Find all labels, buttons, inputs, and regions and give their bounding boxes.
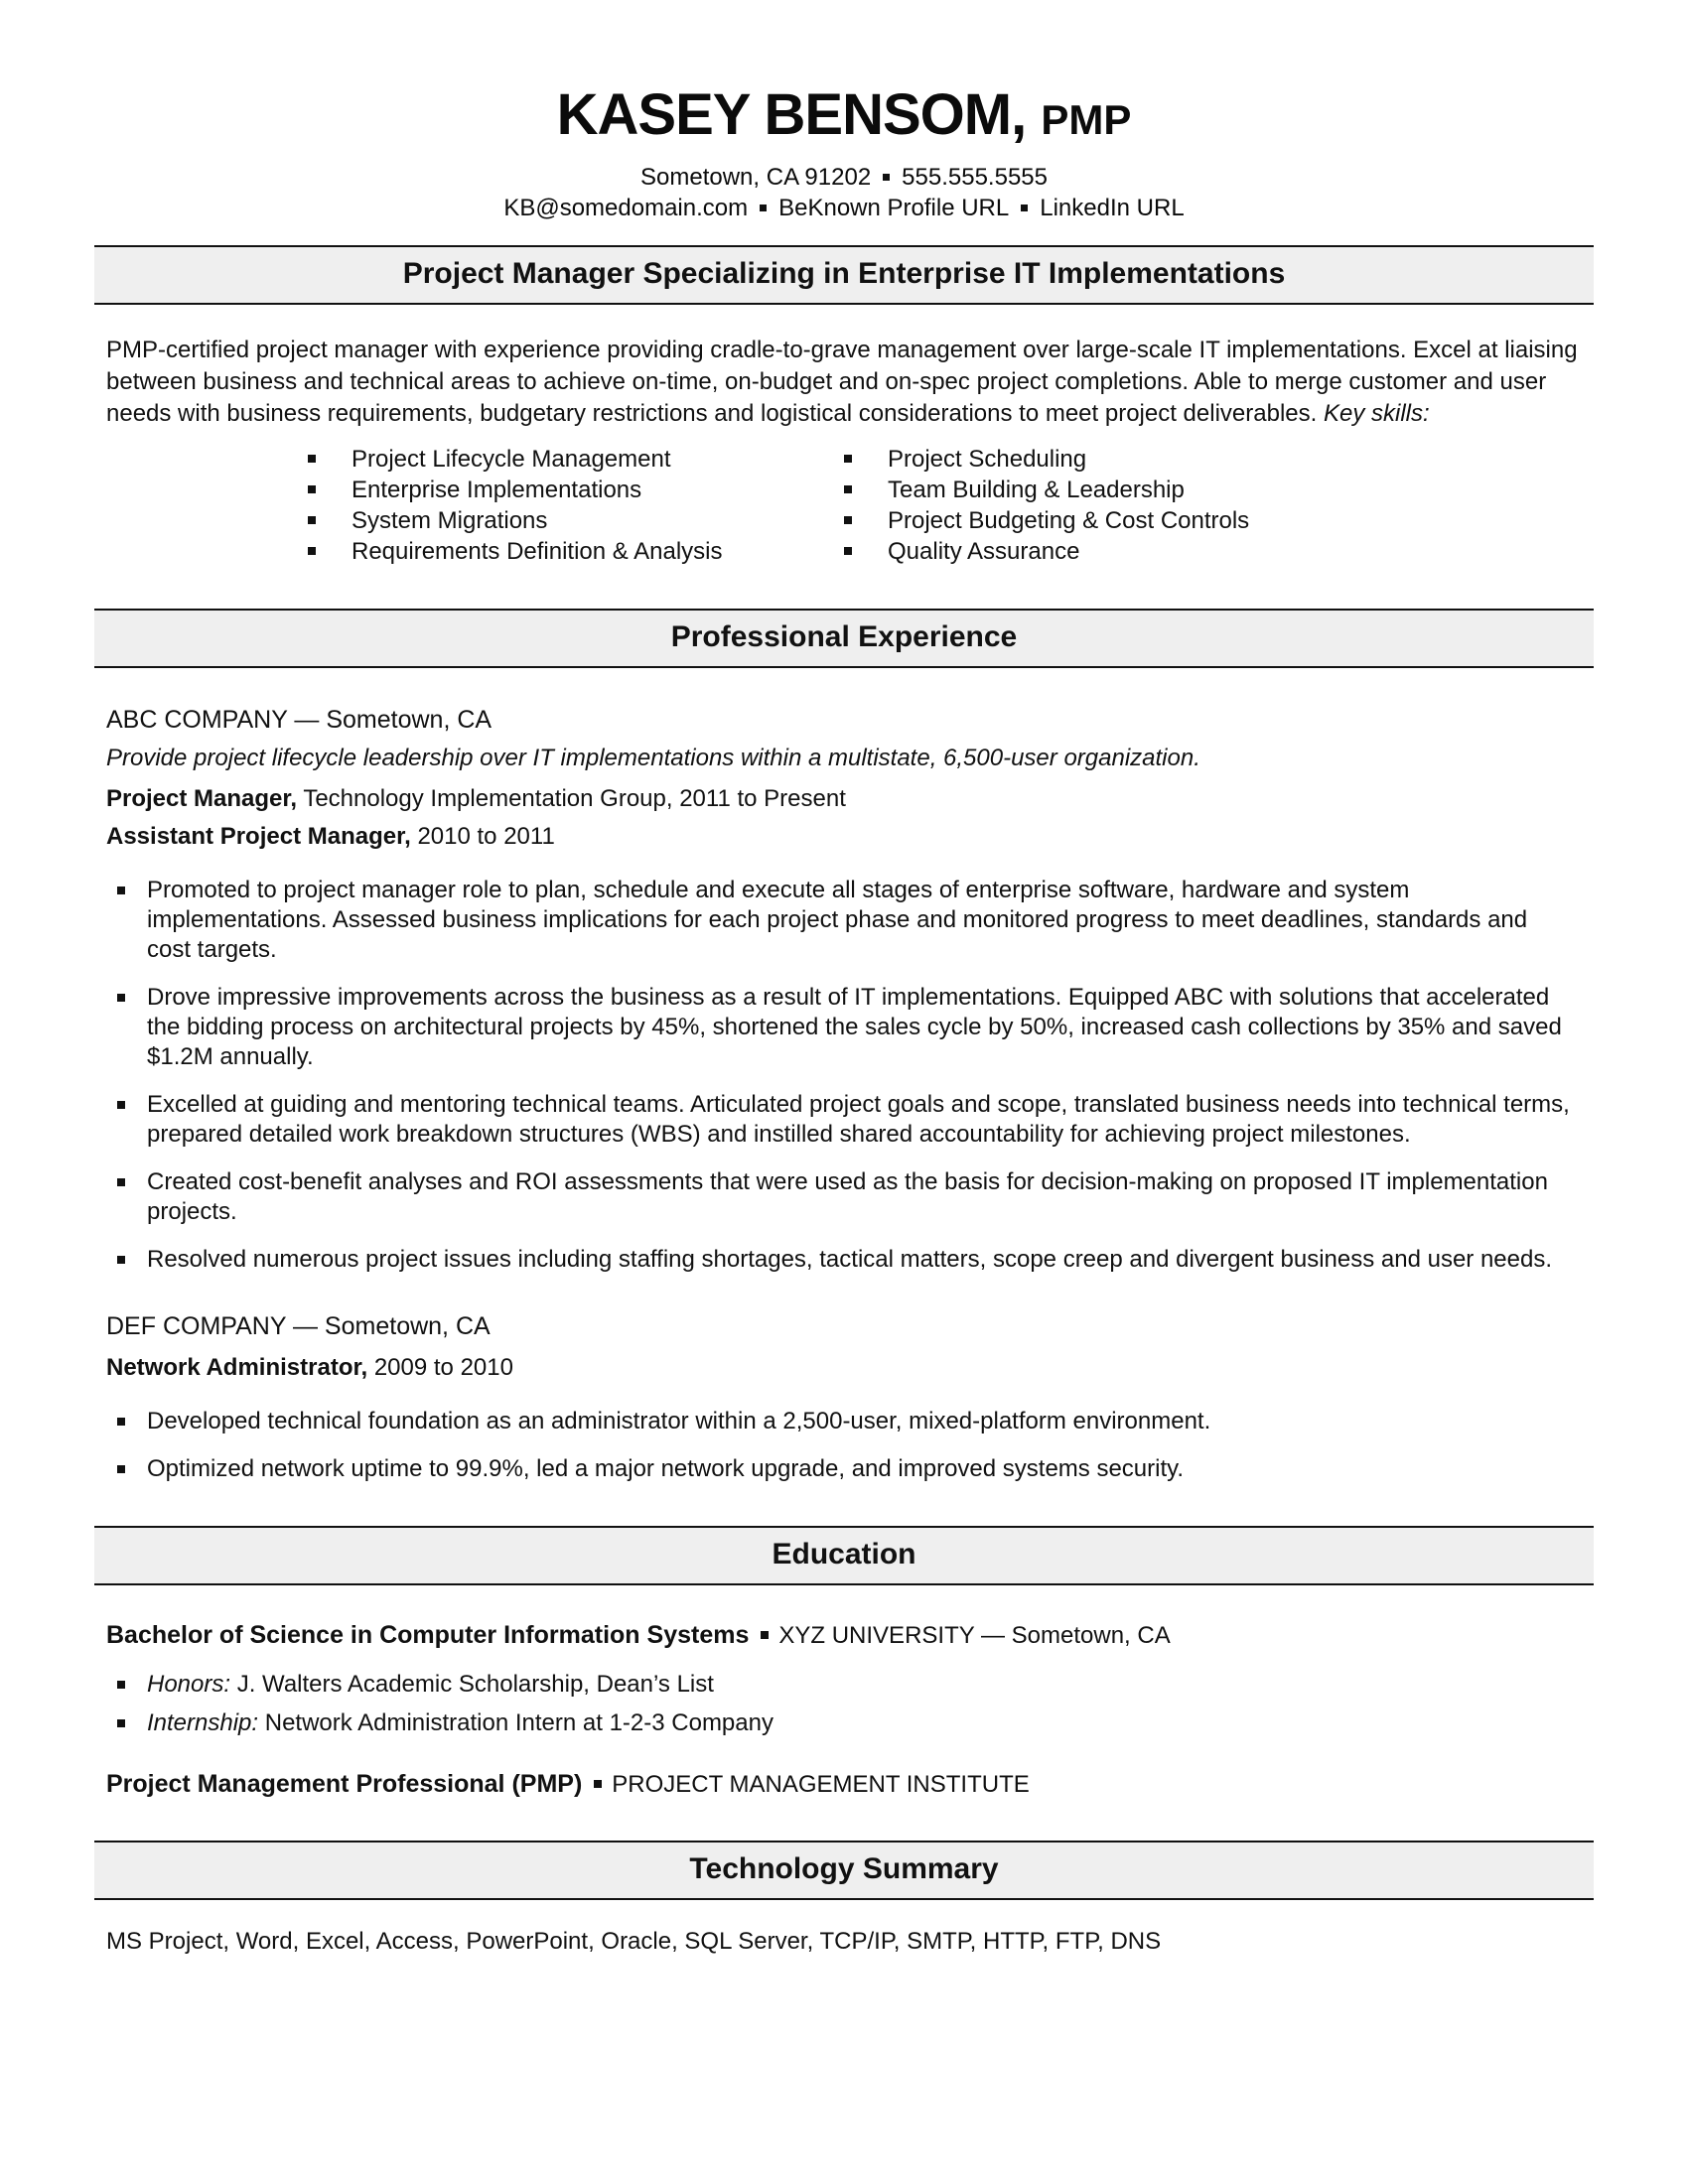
candidate-name-text: KASEY BENSOM,	[556, 82, 1027, 147]
skill-item	[308, 505, 844, 536]
bullet-item	[106, 1167, 1582, 1227]
experience-bullet-list	[106, 1407, 1582, 1484]
section-header-education	[94, 1526, 1594, 1585]
role-line	[106, 785, 1582, 813]
skill-item	[844, 475, 1249, 505]
contact-phone: 555.555.5555	[902, 163, 1048, 191]
bullet-separator-icon	[1021, 205, 1028, 211]
skill-item	[308, 444, 844, 475]
skills-column-right	[844, 444, 1249, 567]
role-detail: 2009 to 2010	[367, 1353, 513, 1381]
role-title: Project Manager,	[106, 784, 298, 812]
section-title: Technology Summary	[689, 1851, 999, 1885]
section-header-technology	[94, 1841, 1594, 1900]
bullet-item	[106, 1407, 1582, 1436]
education-bullet-list	[106, 1670, 1582, 1738]
skill-item	[308, 536, 844, 567]
role-title: Network Administrator,	[106, 1353, 368, 1381]
section-header-experience	[94, 609, 1594, 668]
certification-org: PROJECT MANAGEMENT INSTITUTE	[612, 1770, 1030, 1798]
bullet-item	[106, 1245, 1582, 1275]
role-detail: Technology Implementation Group, 2011 to Present	[297, 784, 846, 812]
company-tagline: Provide project lifecycle leadership over IT implementations within a multistate, 6,500-user organization.	[106, 744, 1200, 771]
degree-title: Bachelor of Science in Computer Information Systems	[106, 1620, 750, 1649]
bullet-text: Resolved numerous project issues including staffing shortages, tactical matters, scope creep and divergent business and user needs.	[147, 1245, 1553, 1273]
skill-item	[844, 505, 1249, 536]
skills-column-left	[308, 444, 844, 567]
bullet-text: Network Administration Intern at 1-2-3 Company	[258, 1708, 774, 1736]
education-block	[106, 1621, 1582, 1799]
company-line: DEF COMPANY — Sometown, CA	[106, 1311, 491, 1340]
contact-city: Sometown, CA 91202	[640, 163, 872, 191]
technology-list: MS Project, Word, Excel, Access, PowerPoint, Oracle, SQL Server, TCP/IP, SMTP, HTTP, FTP, DNS	[106, 1927, 1162, 1955]
skill-label: Requirements Definition & Analysis	[352, 537, 723, 565]
bullet-separator-icon	[883, 174, 890, 181]
skill-label: Project Budgeting & Cost Controls	[888, 506, 1250, 534]
skill-label: System Migrations	[352, 506, 548, 534]
certification-line	[106, 1770, 1582, 1799]
skill-label: Project Lifecycle Management	[352, 445, 671, 473]
experience-def-company	[106, 1312, 1582, 1484]
candidate-credential: PMP	[1041, 96, 1132, 143]
section-title: Professional Experience	[670, 619, 1018, 653]
contact-line-1	[94, 162, 1594, 193]
contact-line-2	[94, 193, 1594, 223]
company-line: ABC COMPANY — Sometown, CA	[106, 705, 492, 734]
degree-line	[106, 1621, 1582, 1650]
bullet-text: Created cost-benefit analyses and ROI assessments that were used as the basis for decision-making on proposed IT implementation projects.	[147, 1167, 1548, 1225]
bullet-text: Optimized network uptime to 99.9%, led a major network upgrade, and improved systems security.	[147, 1454, 1185, 1482]
contact-linkedin: LinkedIn URL	[1040, 194, 1185, 221]
bullet-item	[106, 1708, 1582, 1738]
summary-text: PMP-certified project manager with experience providing cradle-to-grave management over large-scale IT implementations. Excel at liaising between business and technical areas to achieve on-time, on-budget and on-spec project completions. Able to merge customer and user needs with business requirements, budgetary restrictions and logistical considerations to meet project deliverables.	[106, 336, 1578, 427]
section-title: Education	[772, 1537, 916, 1570]
certification-title: Project Management Professional (PMP)	[106, 1769, 583, 1798]
bullet-text: Excelled at guiding and mentoring technical teams. Articulated project goals and scope, translated business needs into technical terms, prepared detailed work breakdown structures (WBS) and instilled shared accountability for achieving project milestones.	[147, 1090, 1570, 1148]
candidate-name	[94, 82, 1594, 147]
key-skills-label: Key skills:	[1323, 399, 1430, 427]
bullet-text: J. Walters Academic Scholarship, Dean’s List	[230, 1670, 714, 1698]
bullet-lead: Honors:	[147, 1670, 231, 1698]
skill-label: Team Building & Leadership	[888, 476, 1185, 503]
bullet-text: Drove impressive improvements across the business as a result of IT implementations. Equipped ABC with solutions that accelerated the bidding process on architectural projects by 45%, shortened the sales cycle by 50%, increased cash collections by 35% and saved $1.2M annually.	[147, 983, 1562, 1070]
bullet-separator-icon	[594, 1780, 602, 1788]
bullet-text: Promoted to project manager role to plan, schedule and execute all stages of enterprise software, hardware and system implementations. Assessed business implications for each project phase and monitored progress to meet deadlines, standards and cost targets.	[147, 876, 1528, 963]
contact-email: KB@somedomain.com	[503, 194, 749, 221]
skill-item	[844, 536, 1249, 567]
skill-label: Quality Assurance	[888, 537, 1080, 565]
role-line	[106, 823, 1582, 851]
skill-item	[308, 475, 844, 505]
bullet-item	[106, 1670, 1582, 1700]
degree-school: XYZ UNIVERSITY — Sometown, CA	[778, 1621, 1171, 1649]
bullet-lead: Internship:	[147, 1708, 259, 1736]
bullet-item	[106, 876, 1582, 965]
summary-paragraph	[106, 335, 1582, 430]
bullet-text: Developed technical foundation as an administrator within a 2,500-user, mixed-platform environment.	[147, 1407, 1211, 1434]
experience-abc-company	[106, 706, 1582, 1275]
bullet-item	[106, 1454, 1582, 1484]
headline-bar	[94, 245, 1594, 305]
role-title: Assistant Project Manager,	[106, 822, 411, 850]
bullet-item	[106, 983, 1582, 1072]
role-line	[106, 1354, 1582, 1382]
bullet-item	[106, 1090, 1582, 1150]
experience-bullet-list	[106, 876, 1582, 1275]
key-skills-list	[94, 444, 1594, 567]
resume-header	[94, 0, 1594, 223]
skill-label: Enterprise Implementations	[352, 476, 642, 503]
bullet-separator-icon	[761, 1631, 769, 1639]
headline-text: Project Manager Specializing in Enterprise IT Implementations	[402, 256, 1286, 290]
contact-beknown: BeKnown Profile URL	[778, 194, 1010, 221]
bullet-separator-icon	[760, 205, 767, 211]
role-detail: 2010 to 2011	[410, 822, 555, 850]
skill-label: Project Scheduling	[888, 445, 1087, 473]
skill-item	[844, 444, 1249, 475]
